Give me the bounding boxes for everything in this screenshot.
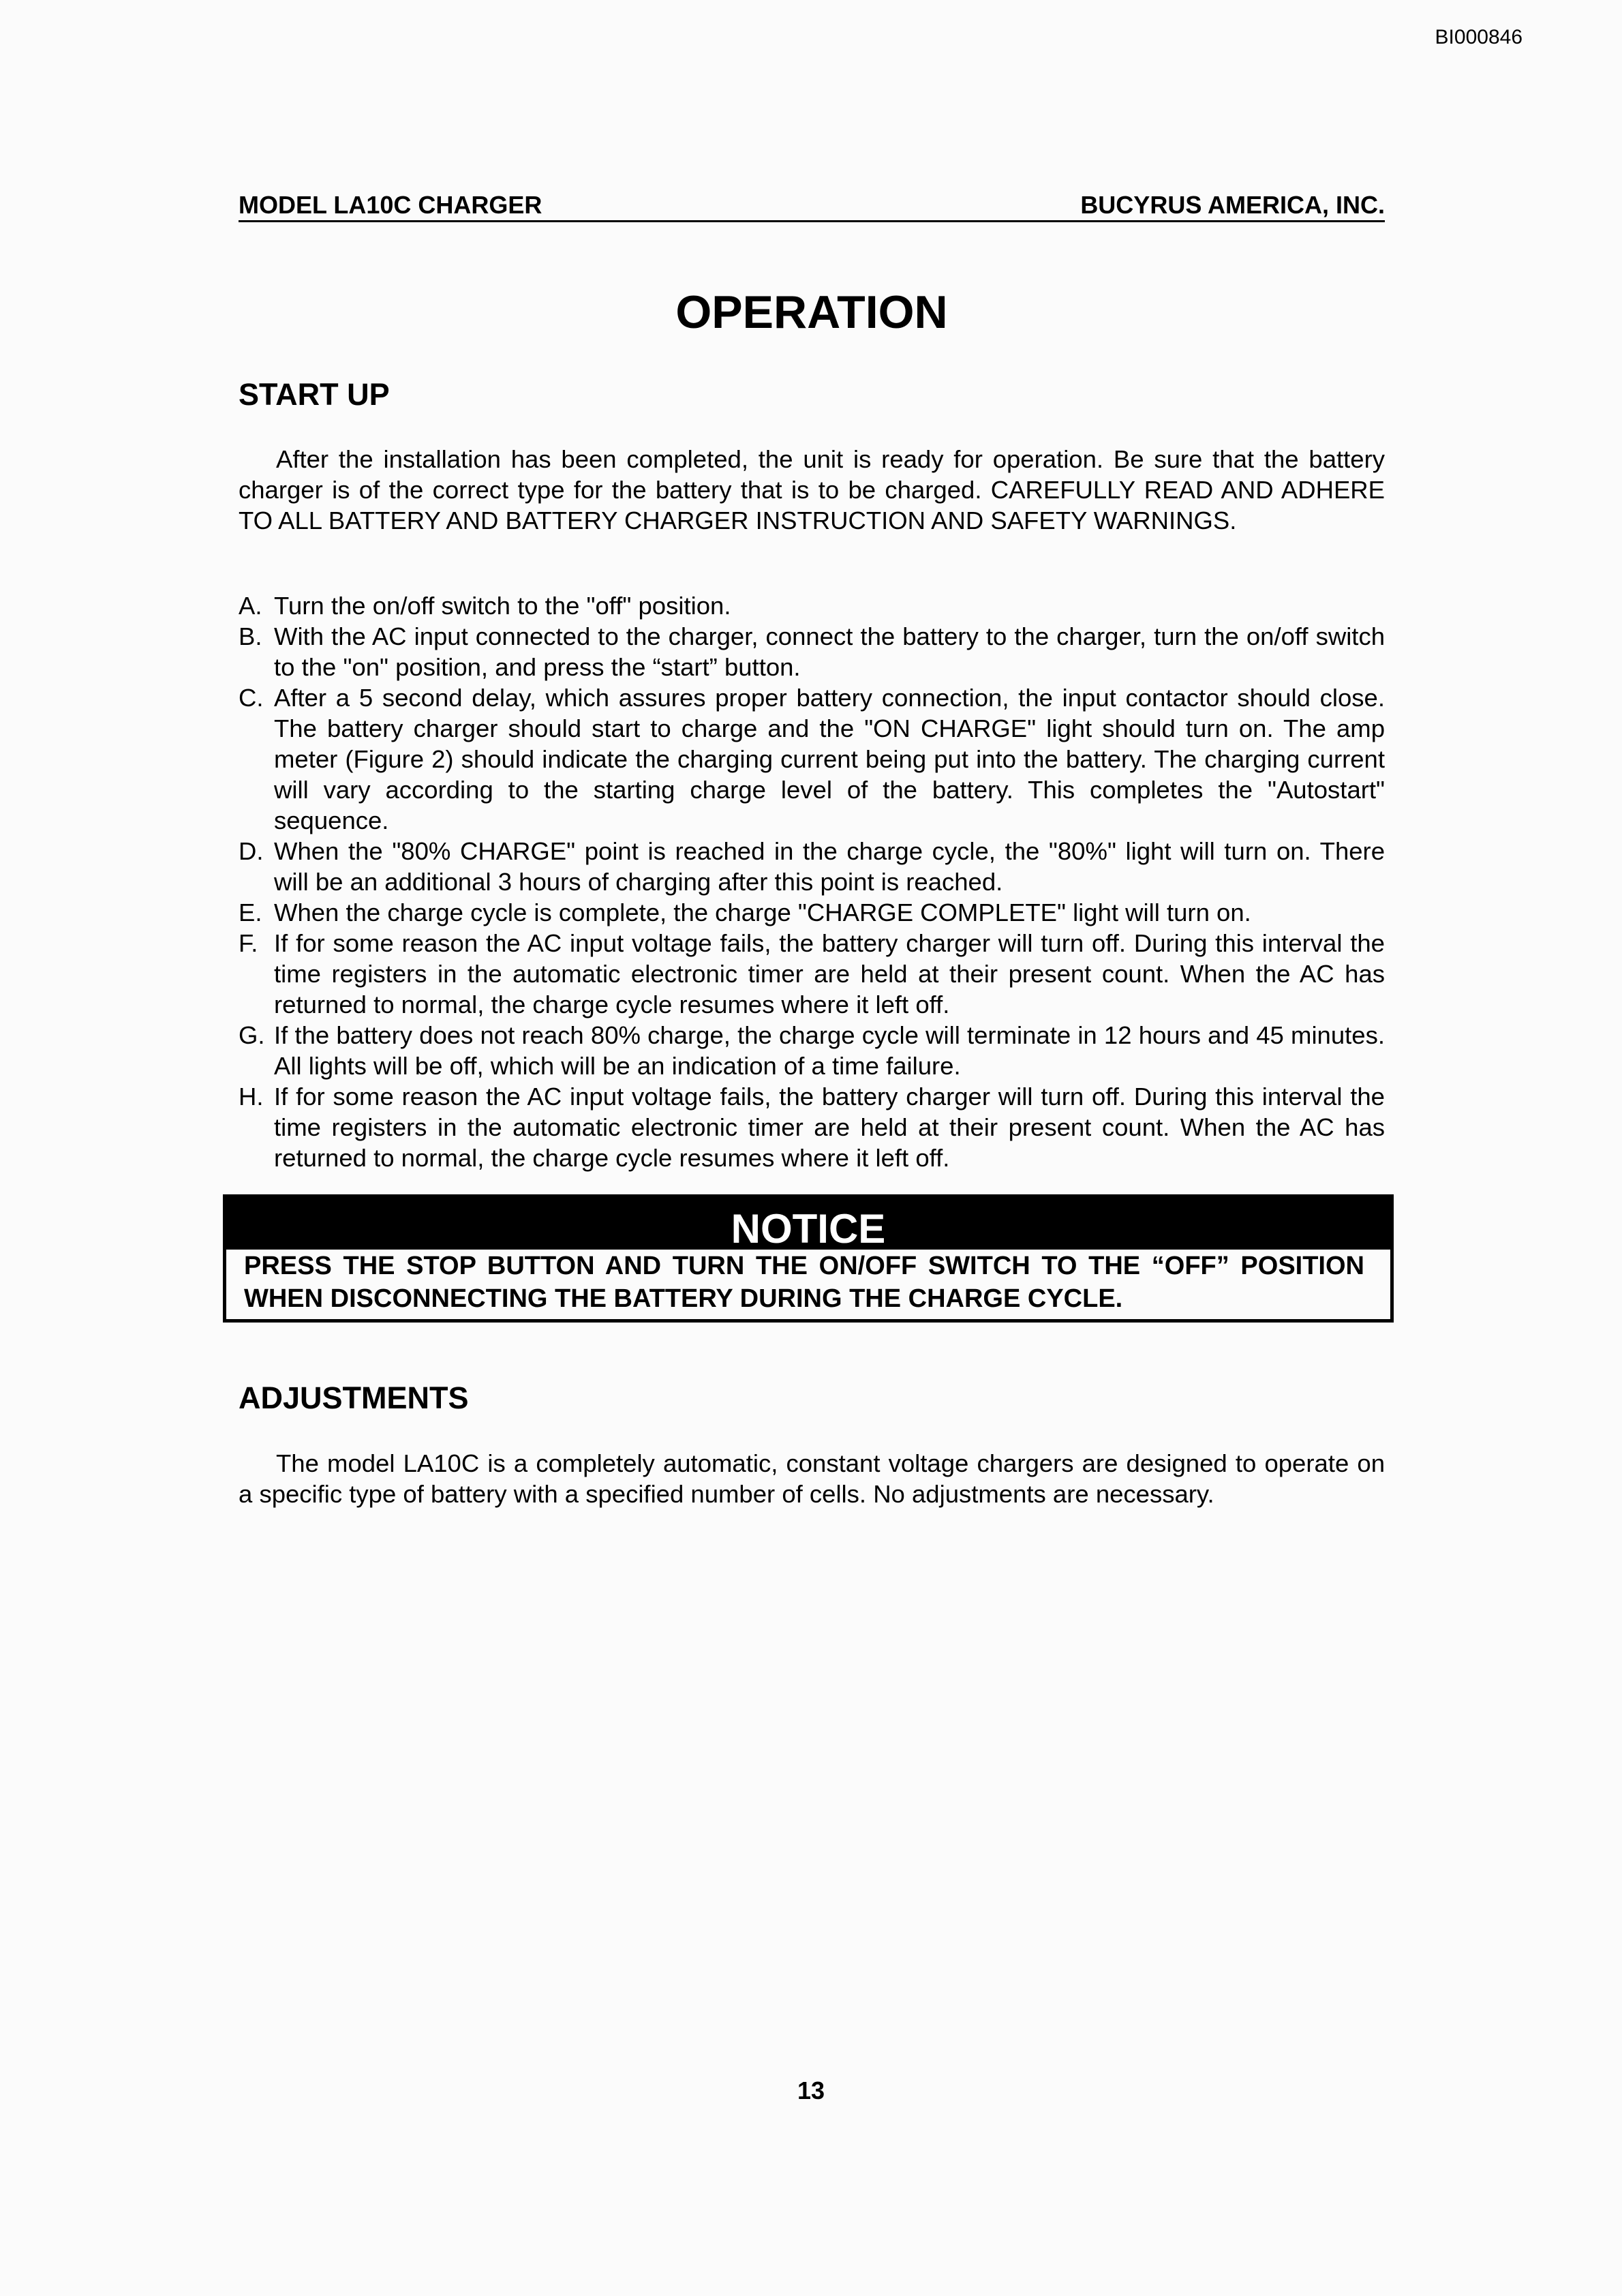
step-f	[239, 928, 1385, 1020]
step-text: With the AC input connected to the charger, connect the battery to the charger, turn the on/off switch to the "on" position, and press the “start” button.	[274, 622, 1385, 681]
step-d	[239, 836, 1385, 897]
step-letter: H.	[239, 1083, 264, 1111]
step-g	[239, 1020, 1385, 1081]
document-id: BI000846	[1435, 26, 1522, 48]
step-b	[239, 621, 1385, 682]
header-model: MODEL LA10C CHARGER	[239, 191, 542, 219]
running-header	[239, 191, 1385, 222]
step-h	[239, 1081, 1385, 1173]
step-letter: A.	[239, 592, 262, 620]
page-number: 13	[797, 2076, 825, 2104]
step-text: When the charge cycle is complete, the charge "CHARGE COMPLETE" light will turn on.	[274, 898, 1251, 926]
adjustments-paragraph: The model LA10C is a completely automatic, constant voltage chargers are designed to operate on a specific type of battery with a specified number of cells. No adjustments are necessary.	[239, 1449, 1385, 1508]
page-title: OPERATION	[675, 286, 948, 338]
step-e	[239, 897, 1385, 928]
step-c	[239, 682, 1385, 836]
notice-box	[223, 1194, 1394, 1323]
step-letter: F.	[239, 929, 258, 957]
step-text: If for some reason the AC input voltage fails, the battery charger will turn off. During this interval the time registers in the automatic electronic timer are held at their present count. When the AC has returned to normal, the charge cycle resumes where it left off.	[274, 1083, 1385, 1172]
step-text: When the "80% CHARGE" point is reached in the charge cycle, the "80%" light will turn on. There will be an additional 3 hours of charging after this point is reached.	[274, 837, 1385, 896]
step-text: If for some reason the AC input voltage fails, the battery charger will turn off. During this interval the time registers in the automatic electronic timer are held at their present count. When the AC has returned to normal, the charge cycle resumes where it left off.	[274, 929, 1385, 1018]
step-letter: D.	[239, 837, 264, 865]
step-a	[239, 590, 1385, 621]
header-company: BUCYRUS AMERICA, INC.	[1080, 191, 1385, 219]
step-text: Turn the on/off switch to the "off" position.	[274, 592, 731, 620]
startup-steps-list	[239, 590, 1385, 1173]
step-letter: B.	[239, 622, 262, 650]
step-text: After a 5 second delay, which assures proper battery connection, the input contactor should close. The battery charger should start to charge and the "ON CHARGE" light should turn on. The amp meter (Figure 2) should indicate the charging current being put into the battery. The charging current will vary according to the starting charge level of the battery. This completes the "Autostart" sequence.	[274, 684, 1385, 834]
step-letter: G.	[239, 1021, 265, 1049]
step-letter: E.	[239, 898, 262, 926]
step-letter: C.	[239, 684, 264, 712]
startup-heading: START UP	[239, 377, 390, 412]
notice-text: PRESS THE STOP BUTTON AND TURN THE ON/OFF SWITCH TO THE “OFF” POSITION WHEN DISCONNECTING THE BATTERY DURING THE CHARGE CYCLE.	[244, 1252, 1364, 1313]
startup-intro-paragraph: After the installation has been completed, the unit is ready for operation. Be sure that the battery charger is of the correct type for the battery that is to be charged. CAREFULLY READ AND ADHERE TO ALL BATTERY AND BATTERY CHARGER INSTRUCTION AND SAFETY WARNINGS.	[239, 445, 1385, 534]
step-text: If the battery does not reach 80% charge, the charge cycle will terminate in 12 hours and 45 minutes. All lights will be off, which will be an indication of a time failure.	[274, 1021, 1385, 1080]
notice-title: NOTICE	[226, 1198, 1390, 1250]
adjustments-heading: ADJUSTMENTS	[239, 1380, 469, 1415]
